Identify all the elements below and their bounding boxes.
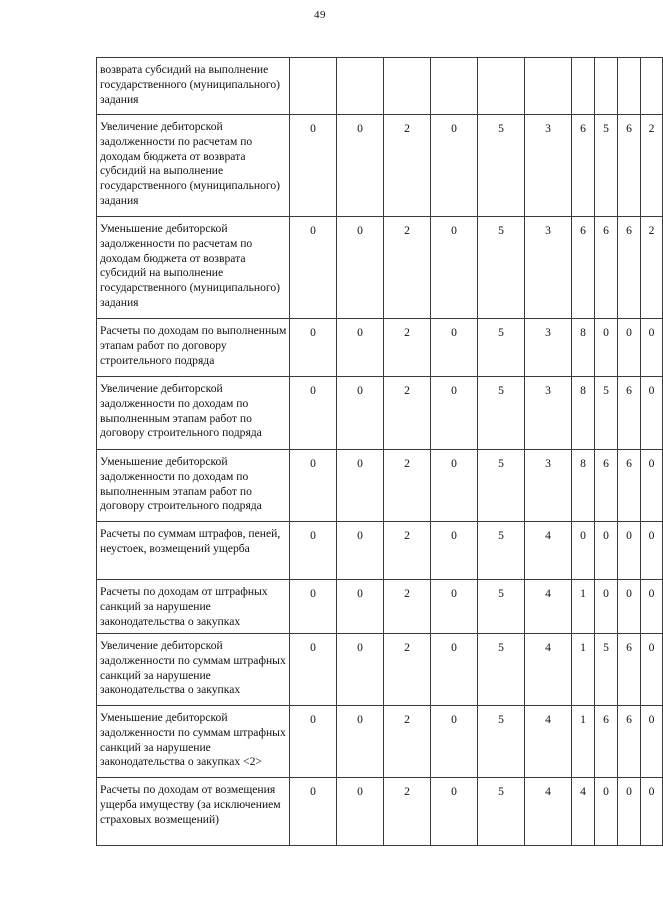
code-digit-1: 0 bbox=[290, 522, 337, 580]
row-label: Увеличение дебиторской задолженности по расчетам по доходам бюджета от возврата субсидий на выполнение государственного (муниципального) задания bbox=[97, 115, 290, 217]
code-digit-7: 1 bbox=[572, 634, 595, 706]
code-digit-10: 2 bbox=[641, 217, 663, 319]
code-digit-2: 0 bbox=[337, 778, 384, 846]
code-digit-9: 6 bbox=[618, 450, 641, 522]
row-label: Уменьшение дебиторской задолженности по расчетам по доходам бюджета от возврата субсидий на выполнение государственного (муниципального) задания bbox=[97, 217, 290, 319]
code-digit-6: 3 bbox=[525, 115, 572, 217]
code-digit-9: 0 bbox=[618, 778, 641, 846]
code-digit-7: 6 bbox=[572, 115, 595, 217]
code-digit-3: 2 bbox=[384, 634, 431, 706]
table-row bbox=[97, 115, 663, 217]
code-digit-5 bbox=[478, 58, 525, 115]
code-digit-1: 0 bbox=[290, 377, 337, 450]
code-digit-2: 0 bbox=[337, 319, 384, 377]
code-digit-4: 0 bbox=[431, 778, 478, 846]
code-digit-1: 0 bbox=[290, 634, 337, 706]
code-digit-6: 3 bbox=[525, 319, 572, 377]
row-label: Расчеты по доходам от возмещения ущерба имуществу (за исключением страховых возмещений) bbox=[97, 778, 290, 846]
table-row bbox=[97, 706, 663, 778]
row-label: Уменьшение дебиторской задолженности по суммам штрафных санкций за нарушение законодательства о закупках <2> bbox=[97, 706, 290, 778]
code-digit-4: 0 bbox=[431, 634, 478, 706]
code-digit-2: 0 bbox=[337, 115, 384, 217]
code-digit-7: 1 bbox=[572, 706, 595, 778]
code-digit-10: 0 bbox=[641, 778, 663, 846]
code-digit-10: 0 bbox=[641, 450, 663, 522]
code-digit-8: 5 bbox=[595, 377, 618, 450]
code-digit-4: 0 bbox=[431, 522, 478, 580]
code-digit-6 bbox=[525, 58, 572, 115]
code-digit-3: 2 bbox=[384, 778, 431, 846]
code-digit-9: 6 bbox=[618, 115, 641, 217]
code-digit-4 bbox=[431, 58, 478, 115]
code-digit-3: 2 bbox=[384, 522, 431, 580]
code-digit-10: 0 bbox=[641, 319, 663, 377]
row-label: Увеличение дебиторской задолженности по доходам по выполненным этапам работ по договору строительного подряда bbox=[97, 377, 290, 450]
table-row bbox=[97, 319, 663, 377]
code-digit-3: 2 bbox=[384, 706, 431, 778]
code-digit-10: 2 bbox=[641, 115, 663, 217]
code-digit-5: 5 bbox=[478, 580, 525, 634]
code-digit-1: 0 bbox=[290, 115, 337, 217]
code-digit-1: 0 bbox=[290, 319, 337, 377]
code-digit-8: 0 bbox=[595, 580, 618, 634]
table-row bbox=[97, 377, 663, 450]
row-label: Уменьшение дебиторской задолженности по доходам по выполненным этапам работ по договору строительного подряда bbox=[97, 450, 290, 522]
code-digit-5: 5 bbox=[478, 522, 525, 580]
code-digit-6: 3 bbox=[525, 450, 572, 522]
code-digit-9: 0 bbox=[618, 580, 641, 634]
code-digit-4: 0 bbox=[431, 319, 478, 377]
code-digit-7: 6 bbox=[572, 217, 595, 319]
code-digit-7: 4 bbox=[572, 778, 595, 846]
table-row bbox=[97, 217, 663, 319]
code-digit-5: 5 bbox=[478, 217, 525, 319]
code-digit-7: 8 bbox=[572, 319, 595, 377]
code-digit-1: 0 bbox=[290, 580, 337, 634]
code-digit-10: 0 bbox=[641, 580, 663, 634]
code-digit-10: 0 bbox=[641, 522, 663, 580]
code-digit-6: 4 bbox=[525, 706, 572, 778]
code-digit-2: 0 bbox=[337, 706, 384, 778]
code-digit-4: 0 bbox=[431, 115, 478, 217]
code-digit-10: 0 bbox=[641, 377, 663, 450]
code-digit-2: 0 bbox=[337, 580, 384, 634]
code-digit-6: 3 bbox=[525, 377, 572, 450]
code-digit-2: 0 bbox=[337, 450, 384, 522]
code-digit-1: 0 bbox=[290, 450, 337, 522]
code-digit-1 bbox=[290, 58, 337, 115]
code-digit-4: 0 bbox=[431, 377, 478, 450]
row-label: возврата субсидий на выполнение государственного (муниципального) задания bbox=[97, 58, 290, 115]
row-label: Расчеты по доходам от штрафных санкций за нарушение законодательства о закупках bbox=[97, 580, 290, 634]
code-digit-2: 0 bbox=[337, 522, 384, 580]
code-digit-9: 6 bbox=[618, 634, 641, 706]
code-digit-9: 6 bbox=[618, 706, 641, 778]
code-digit-3: 2 bbox=[384, 377, 431, 450]
code-digit-3: 2 bbox=[384, 115, 431, 217]
code-digit-9: 0 bbox=[618, 522, 641, 580]
code-digit-7 bbox=[572, 58, 595, 115]
code-digit-2: 0 bbox=[337, 377, 384, 450]
code-digit-6: 4 bbox=[525, 522, 572, 580]
code-digit-8: 6 bbox=[595, 706, 618, 778]
code-digit-7: 8 bbox=[572, 450, 595, 522]
code-digit-2: 0 bbox=[337, 217, 384, 319]
code-digit-5: 5 bbox=[478, 319, 525, 377]
code-digit-3: 2 bbox=[384, 580, 431, 634]
code-digit-6: 4 bbox=[525, 634, 572, 706]
code-digit-8 bbox=[595, 58, 618, 115]
row-label: Расчеты по суммам штрафов, пеней, неустоек, возмещений ущерба bbox=[97, 522, 290, 580]
code-digit-10: 0 bbox=[641, 634, 663, 706]
row-label: Расчеты по доходам по выполненным этапам работ по договору строительного подряда bbox=[97, 319, 290, 377]
code-digit-8: 5 bbox=[595, 115, 618, 217]
code-digit-10 bbox=[641, 58, 663, 115]
code-digit-10: 0 bbox=[641, 706, 663, 778]
code-digit-1: 0 bbox=[290, 778, 337, 846]
code-digit-8: 0 bbox=[595, 778, 618, 846]
code-digit-8: 5 bbox=[595, 634, 618, 706]
code-digit-9: 6 bbox=[618, 377, 641, 450]
code-digit-1: 0 bbox=[290, 706, 337, 778]
code-digit-4: 0 bbox=[431, 580, 478, 634]
account-codes-table bbox=[96, 57, 663, 846]
code-digit-3: 2 bbox=[384, 450, 431, 522]
code-digit-7: 1 bbox=[572, 580, 595, 634]
code-digit-6: 4 bbox=[525, 778, 572, 846]
code-digit-4: 0 bbox=[431, 217, 478, 319]
code-digit-9 bbox=[618, 58, 641, 115]
code-digit-8: 6 bbox=[595, 217, 618, 319]
code-digit-8: 0 bbox=[595, 319, 618, 377]
code-digit-6: 4 bbox=[525, 580, 572, 634]
table-row bbox=[97, 450, 663, 522]
code-digit-3 bbox=[384, 58, 431, 115]
code-digit-5: 5 bbox=[478, 377, 525, 450]
code-digit-4: 0 bbox=[431, 450, 478, 522]
code-digit-7: 0 bbox=[572, 522, 595, 580]
code-digit-2 bbox=[337, 58, 384, 115]
code-digit-9: 6 bbox=[618, 217, 641, 319]
code-digit-1: 0 bbox=[290, 217, 337, 319]
code-digit-9: 0 bbox=[618, 319, 641, 377]
table-row bbox=[97, 522, 663, 580]
table-body bbox=[97, 58, 663, 846]
code-digit-3: 2 bbox=[384, 217, 431, 319]
code-digit-5: 5 bbox=[478, 115, 525, 217]
code-digit-4: 0 bbox=[431, 706, 478, 778]
code-digit-8: 6 bbox=[595, 450, 618, 522]
code-digit-7: 8 bbox=[572, 377, 595, 450]
code-digit-5: 5 bbox=[478, 706, 525, 778]
code-digit-2: 0 bbox=[337, 634, 384, 706]
code-digit-3: 2 bbox=[384, 319, 431, 377]
code-digit-6: 3 bbox=[525, 217, 572, 319]
row-label: Увеличение дебиторской задолженности по суммам штрафных санкций за нарушение законодательства о закупках bbox=[97, 634, 290, 706]
table-row bbox=[97, 58, 663, 115]
code-digit-5: 5 bbox=[478, 450, 525, 522]
code-digit-5: 5 bbox=[478, 778, 525, 846]
code-digit-5: 5 bbox=[478, 634, 525, 706]
table-row bbox=[97, 580, 663, 634]
table-row bbox=[97, 634, 663, 706]
table-row bbox=[97, 778, 663, 846]
code-digit-8: 0 bbox=[595, 522, 618, 580]
page-number: 49 bbox=[314, 9, 326, 21]
